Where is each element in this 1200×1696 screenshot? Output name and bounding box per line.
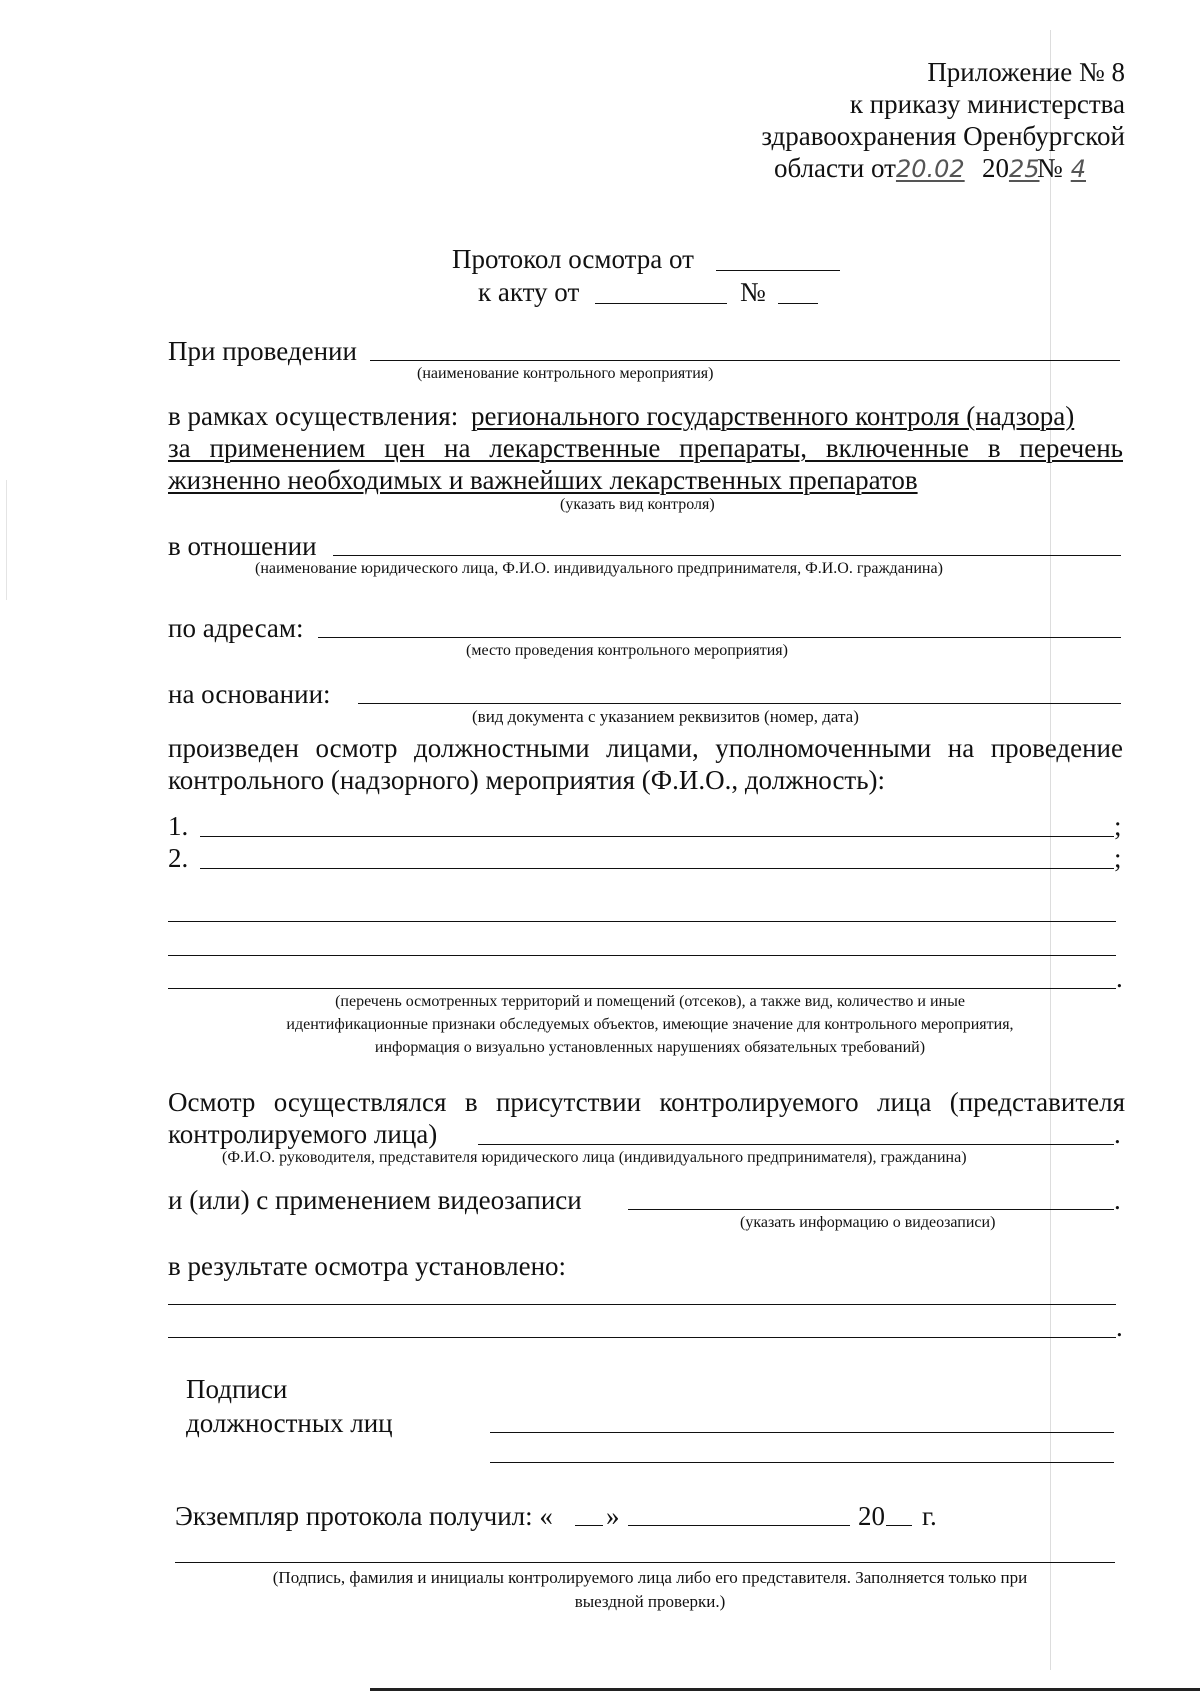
copy-received-prefix: Экземпляр протокола получил: «: [175, 1501, 553, 1531]
framework-line1: [168, 400, 1074, 432]
basis-label: на основании:: [168, 679, 331, 709]
act-date-field[interactable]: [595, 303, 727, 304]
official-item-1-number: 1.: [168, 811, 189, 841]
protocol-date-field[interactable]: [716, 270, 840, 271]
official-item-2-semicolon: ;: [1114, 843, 1122, 873]
copy-caption-2: выездной проверки.): [574, 1592, 726, 1611]
inspection-line1: произведен осмотр должностными лицами, уполномоченными на проведение: [168, 733, 1123, 763]
result-field-2[interactable]: [168, 1337, 1116, 1338]
inspection-line2: контрольного (надзорного) мероприятия (Ф.И.О., должность):: [168, 765, 886, 795]
control-type-text: регионального государственного контроля (надзора): [470, 401, 1075, 431]
appendix-ministry-line: здравоохранения Оренбургской: [761, 121, 1125, 151]
order-number-label: №: [1036, 153, 1063, 183]
regarding-field[interactable]: [333, 555, 1121, 556]
handwritten-date: 20.02: [895, 155, 965, 183]
signatures-label-2: должностных лиц: [186, 1408, 393, 1438]
copy-quote-close: »: [606, 1501, 620, 1531]
handwritten-order-number: 4: [1070, 155, 1086, 183]
presence-line2-label: контролируемого лица): [168, 1119, 438, 1149]
scan-bottom-edge: [370, 1688, 1200, 1691]
appendix-order-line: к приказу министерства: [849, 89, 1125, 119]
framework-caption: (указать вид контроля): [560, 496, 715, 513]
representative-field[interactable]: [478, 1144, 1114, 1145]
act-number-field[interactable]: [778, 303, 818, 304]
scan-artifact-line: [1050, 30, 1051, 1670]
copy-caption-1: (Подпись, фамилия и инициалы контролируемого лица либо его представителя. Заполняется только при: [272, 1568, 1028, 1587]
appendix-date-line: [774, 152, 1119, 185]
conducting-label: При проведении: [168, 336, 357, 366]
result-label: в результате осмотра установлено:: [168, 1251, 567, 1281]
basis-field[interactable]: [358, 703, 1121, 704]
recipient-signature-field[interactable]: [175, 1562, 1115, 1563]
conducting-field[interactable]: [370, 360, 1120, 361]
inspected-premises-field-2[interactable]: [168, 955, 1116, 956]
inspected-premises-field-1[interactable]: [168, 921, 1116, 922]
basis-caption: (вид документа с указанием реквизитов (номер, дата): [472, 707, 859, 726]
presence-period: .: [1114, 1119, 1121, 1149]
official-item-2-number: 2.: [168, 843, 189, 873]
act-reference-label: к акту от: [478, 277, 580, 307]
signature-field-1[interactable]: [490, 1432, 1114, 1433]
result-field-1[interactable]: [168, 1304, 1116, 1305]
video-period: .: [1114, 1185, 1121, 1215]
official-item-1-field[interactable]: [200, 836, 1114, 837]
video-field[interactable]: [628, 1209, 1114, 1210]
appendix-number: Приложение № 8: [927, 57, 1125, 87]
regarding-label: в отношении: [168, 531, 317, 561]
signatures-label-1: Подписи: [186, 1374, 288, 1404]
addresses-label: по адресам:: [168, 613, 304, 643]
addresses-field[interactable]: [318, 637, 1121, 638]
inspection-caption-3: информация о визуально установленных нарушениях обязательных требований): [374, 1039, 926, 1056]
result-period: .: [1116, 1312, 1123, 1342]
copy-year-prefix: 20: [858, 1501, 885, 1531]
addresses-caption: (место проведения контрольного мероприятия): [466, 642, 788, 659]
act-number-label: №: [740, 277, 766, 307]
presence-line1: Осмотр осуществлялся в присутствии контролируемого лица (представителя: [168, 1087, 1125, 1117]
presence-caption: (Ф.И.О. руководителя, представителя юридического лица (индивидуального предпринимателя), гражданина): [222, 1149, 967, 1166]
inspection-caption-2: идентификационные признаки обследуемых объектов, имеющие значение для контрольного мероприятия,: [286, 1016, 1014, 1033]
inspected-premises-field-3[interactable]: [168, 988, 1116, 989]
protocol-title: Протокол осмотра от: [452, 244, 694, 274]
copy-day-field[interactable]: [575, 1525, 603, 1526]
inspected-premises-period: .: [1116, 963, 1123, 993]
video-caption: (указать информацию о видеозаписи): [740, 1214, 996, 1231]
scan-artifact-line-left: [6, 480, 7, 600]
copy-year-field[interactable]: [886, 1525, 912, 1526]
inspection-caption-1: (перечень осмотренных территорий и помещений (отсеков), а также вид, количество и иные: [335, 993, 965, 1010]
video-label: и (или) с применением видеозаписи: [168, 1185, 582, 1215]
official-item-2-field[interactable]: [200, 868, 1114, 869]
year-prefix: 20: [981, 153, 1009, 183]
appendix-region-prefix: области от: [774, 153, 896, 183]
copy-month-field[interactable]: [628, 1525, 850, 1526]
regarding-caption: (наименование юридического лица, Ф.И.О. индивидуального предпринимателя, Ф.И.О. гражданина): [255, 560, 943, 577]
handwritten-year: 25: [1008, 155, 1040, 183]
framework-line3: жизненно необходимых и важнейших лекарственных препаратов: [168, 465, 918, 495]
official-item-1-semicolon: ;: [1114, 811, 1122, 841]
framework-line2: за применением цен на лекарственные препараты, включенные в перечень: [168, 433, 1123, 463]
copy-year-suffix: г.: [922, 1501, 937, 1531]
framework-prefix: в рамках осуществления:: [168, 401, 459, 431]
signature-field-2[interactable]: [490, 1462, 1114, 1463]
conducting-caption: (наименование контрольного мероприятия): [417, 365, 714, 382]
